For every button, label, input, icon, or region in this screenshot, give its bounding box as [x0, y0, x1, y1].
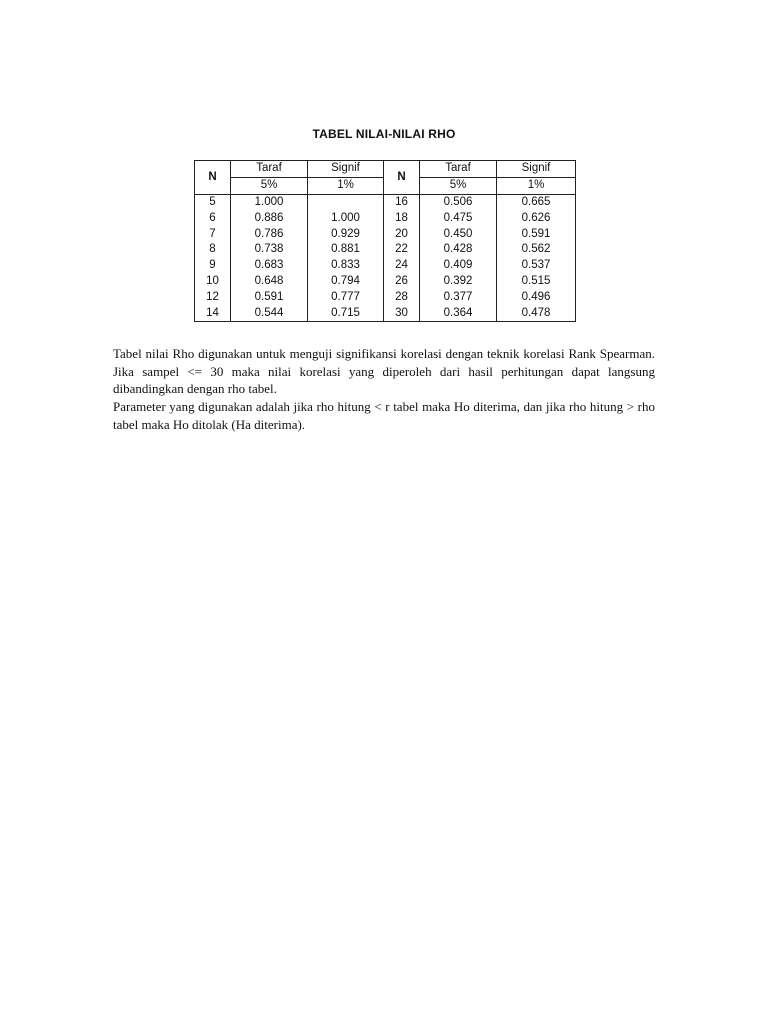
cell-1pct-left: 1.000: [308, 211, 384, 227]
cell-n-left: 9: [195, 258, 231, 274]
table-row: [195, 227, 576, 243]
parameter-paragraph: Parameter yang digunakan adalah jika rho hitung < r tabel maka Ho diterima, dan jika rho hitung > rho tabel maka Ho ditolak (Ha diterima).: [113, 399, 655, 432]
cell-n-left: 14: [195, 306, 231, 322]
cell-1pct-right: 0.478: [497, 306, 576, 322]
rho-values-table: [194, 160, 576, 322]
table-row: [195, 290, 576, 306]
cell-n-right: 22: [384, 242, 420, 258]
cell-1pct-left: [308, 195, 384, 211]
cell-5pct-right: 0.377: [420, 290, 497, 306]
cell-1pct-right: 0.562: [497, 242, 576, 258]
cell-n-left: 12: [195, 290, 231, 306]
cell-n-left: 10: [195, 274, 231, 290]
cell-n-left: 6: [195, 211, 231, 227]
table-row: [195, 306, 576, 322]
cell-5pct-right: 0.428: [420, 242, 497, 258]
cell-1pct-left: 0.777: [308, 290, 384, 306]
cell-1pct-left: 0.881: [308, 242, 384, 258]
column-subheader-1pct-left: 1%: [308, 178, 384, 195]
cell-n-left: 5: [195, 195, 231, 211]
cell-5pct-right: 0.506: [420, 195, 497, 211]
cell-5pct-left: 0.591: [231, 290, 308, 306]
cell-1pct-right: 0.626: [497, 211, 576, 227]
cell-n-right: 20: [384, 227, 420, 243]
cell-5pct-right: 0.364: [420, 306, 497, 322]
cell-5pct-left: 0.886: [231, 211, 308, 227]
cell-n-left: 7: [195, 227, 231, 243]
column-header-n-left: N: [195, 161, 231, 195]
cell-n-left: 8: [195, 242, 231, 258]
table-row: [195, 258, 576, 274]
column-subheader-1pct-right: 1%: [497, 178, 576, 195]
cell-5pct-left: 0.683: [231, 258, 308, 274]
cell-1pct-right: 0.665: [497, 195, 576, 211]
description-paragraph: Tabel nilai Rho digunakan untuk menguji signifikansi korelasi dengan teknik korelasi Rank Spearman. Jika sampel <= 30 maka nilai korelasi yang diperoleh dari hasil perhitungan dapat langsung dibandingkan dengan rho tabel.: [113, 346, 655, 396]
cell-1pct-right: 0.496: [497, 290, 576, 306]
column-subheader-5pct-left: 5%: [231, 178, 308, 195]
cell-5pct-left: 0.786: [231, 227, 308, 243]
table-row: [195, 195, 576, 211]
cell-1pct-right: 0.591: [497, 227, 576, 243]
cell-5pct-right: 0.475: [420, 211, 497, 227]
column-header-taraf-left: Taraf: [231, 161, 308, 178]
column-subheader-5pct-right: 5%: [420, 178, 497, 195]
cell-n-right: 30: [384, 306, 420, 322]
cell-n-right: 28: [384, 290, 420, 306]
cell-n-right: 24: [384, 258, 420, 274]
column-header-n-right: N: [384, 161, 420, 195]
cell-5pct-left: 1.000: [231, 195, 308, 211]
cell-1pct-left: 0.794: [308, 274, 384, 290]
column-header-signif-right: Signif: [497, 161, 576, 178]
cell-5pct-right: 0.450: [420, 227, 497, 243]
cell-5pct-right: 0.392: [420, 274, 497, 290]
cell-1pct-left: 0.929: [308, 227, 384, 243]
table-row: [195, 274, 576, 290]
cell-n-right: 16: [384, 195, 420, 211]
page-title: TABEL NILAI-NILAI RHO: [312, 127, 456, 141]
table-row: [195, 242, 576, 258]
cell-n-right: 26: [384, 274, 420, 290]
table-body: [195, 195, 576, 322]
cell-5pct-left: 0.648: [231, 274, 308, 290]
cell-1pct-left: 0.833: [308, 258, 384, 274]
cell-5pct-right: 0.409: [420, 258, 497, 274]
column-header-signif-left: Signif: [308, 161, 384, 178]
table-row: [195, 211, 576, 227]
cell-1pct-left: 0.715: [308, 306, 384, 322]
cell-5pct-left: 0.544: [231, 306, 308, 322]
cell-5pct-left: 0.738: [231, 242, 308, 258]
column-header-taraf-right: Taraf: [420, 161, 497, 178]
cell-n-right: 18: [384, 211, 420, 227]
cell-1pct-right: 0.515: [497, 274, 576, 290]
cell-1pct-right: 0.537: [497, 258, 576, 274]
